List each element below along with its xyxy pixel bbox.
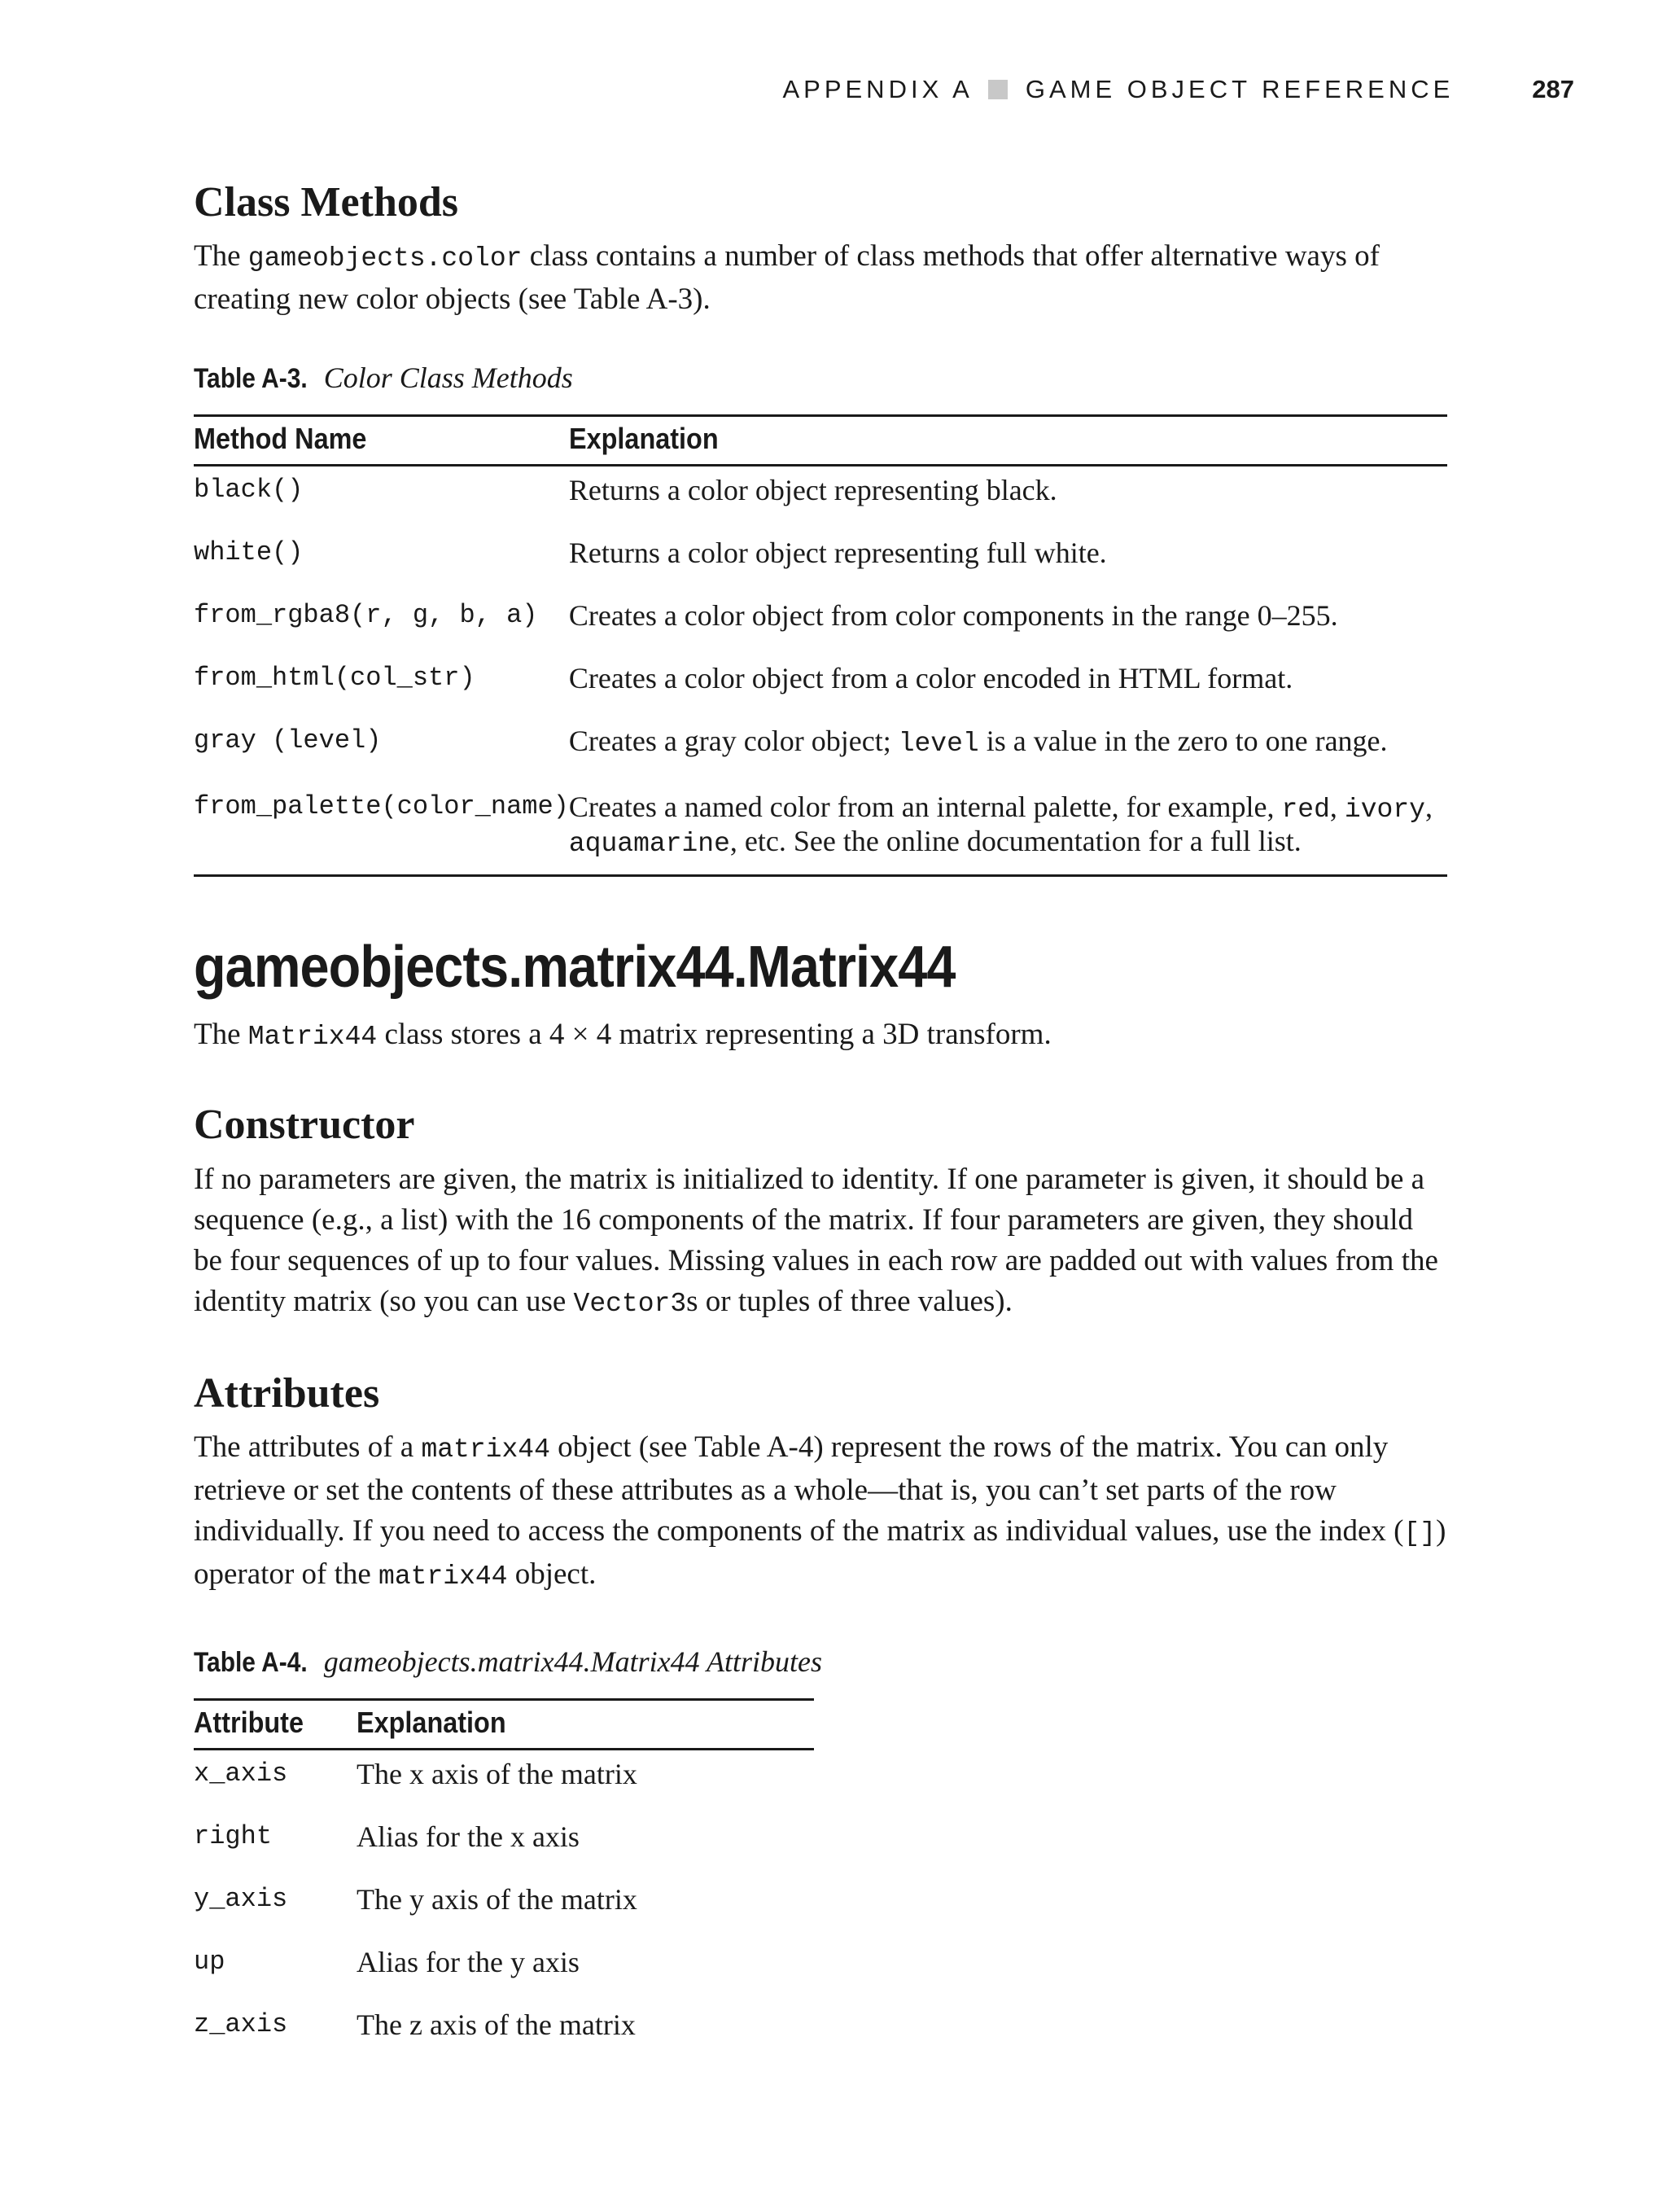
attribute-name: up <box>194 1946 225 1977</box>
intro-code: gameobjects.color <box>247 243 523 274</box>
inline-code: matrix44 <box>378 1561 508 1592</box>
table-row <box>194 2001 814 2064</box>
table-header-row <box>194 1699 814 1749</box>
running-head <box>782 75 1574 104</box>
column-header: Method Name <box>194 416 569 466</box>
table-row <box>194 1876 814 1938</box>
page-number: 287 <box>1532 75 1574 103</box>
table-a4-caption <box>194 1645 1447 1679</box>
attribute-name: y_axis <box>194 1883 288 1914</box>
intro-text-rest: class contains a number of class methods that offer alternative ways of creating new color objects (see Table A-3). <box>194 239 1380 317</box>
running-head-appendix: APPENDIX A <box>782 75 974 103</box>
column-header: Explanation <box>569 416 1447 466</box>
column-header: Explanation <box>357 1699 814 1749</box>
table-row <box>194 592 1447 655</box>
attribute-name: right <box>194 1820 273 1851</box>
color-class-methods-table <box>194 414 1447 877</box>
table-header-row <box>194 416 1447 466</box>
method-explanation: Returns a color object representing black. <box>568 474 1057 507</box>
method-name: black() <box>194 475 304 506</box>
matrix44-class-heading: gameobjects.matrix44.Matrix44 <box>194 935 956 1001</box>
attribute-explanation: The y axis of the matrix <box>357 1882 637 1916</box>
method-name: from_palette(color_name) <box>194 783 569 876</box>
constructor-paragraph: If no parameters are given, the matrix is initialized to identity. If one parameter is given, it should be a sequence (e.g., a list) with the 16 components of the matrix. If four parameters are given, they should be four sequences of up to four values. Missing values in each row are padded out with values from the identity matrix (so you can use Vector3s or tuples of three values). <box>194 1162 1438 1319</box>
table-a3-caption <box>194 361 1447 395</box>
table-row <box>194 783 1447 876</box>
inline-code: aquamarine <box>568 829 730 860</box>
inline-code: matrix44 <box>421 1434 550 1465</box>
attribute-explanation: Alias for the x axis <box>357 1820 580 1853</box>
method-name: white() <box>194 537 304 568</box>
method-explanation: Creates a named color from an internal palette, for example, red, ivory, aquamarine, etc. See the online documentation for a full list. <box>569 783 1447 876</box>
inline-code: ivory <box>1344 795 1425 826</box>
attribute-explanation: The x axis of the matrix <box>357 1757 637 1790</box>
table-title: Color Class Methods <box>323 361 573 395</box>
class-methods-heading: Class Methods <box>194 179 459 226</box>
table-row <box>194 1749 814 1813</box>
table-label: Table A-3. <box>194 363 308 395</box>
method-explanation: Creates a color object from a color encoded in HTML format. <box>568 662 1293 695</box>
attribute-name: x_axis <box>194 1758 288 1789</box>
matrix44-attributes-table <box>194 1698 814 2064</box>
attribute-explanation: Alias for the y axis <box>357 1945 580 1978</box>
inline-code: Vector3 <box>573 1288 687 1319</box>
table-row <box>194 717 1447 783</box>
inline-code: Matrix44 <box>247 1022 378 1053</box>
method-name: gray (level) <box>194 725 382 756</box>
inline-code: [] <box>1403 1518 1437 1548</box>
page-content <box>194 177 1447 2064</box>
method-name: from_html(col_str) <box>194 663 475 694</box>
table-row <box>194 655 1447 717</box>
attributes-heading: Attributes <box>194 1369 380 1417</box>
table-row <box>194 529 1447 592</box>
table-title: gameobjects.matrix44.Matrix44 Attributes <box>323 1645 822 1678</box>
class-methods-intro <box>194 236 1447 320</box>
separator-square-icon <box>988 80 1008 99</box>
table-row <box>194 1813 814 1876</box>
method-explanation: Creates a gray color object; level is a value in the zero to one range. <box>568 725 1388 760</box>
table-label: Table A-4. <box>194 1646 308 1678</box>
attribute-explanation: The z axis of the matrix <box>357 2008 636 2041</box>
inline-code: red <box>1281 795 1330 826</box>
table-row <box>194 1938 814 2001</box>
method-explanation: Returns a color object representing full white. <box>568 537 1107 570</box>
attribute-name: z_axis <box>194 2008 288 2039</box>
method-explanation: Creates a color object from color components in the range 0–255. <box>568 599 1338 633</box>
column-header: Attribute <box>194 1699 357 1749</box>
intro-text: The <box>194 239 248 274</box>
table-row <box>194 466 1447 530</box>
attributes-paragraph: The attributes of a matrix44 object (see Table A-4) represent the rows of the matrix. You can only retrieve or set the contents of these attributes as a whole—that is, you can’t set parts of the row individually. If you need to access the components of the matrix as individual values, use the index ([]) operator of the matrix44 object. <box>194 1430 1446 1592</box>
running-head-chapter: GAME OBJECT REFERENCE <box>1025 75 1455 103</box>
matrix44-intro: The Matrix44 class stores a 4 × 4 matrix representing a 3D transform. <box>194 1018 1052 1053</box>
constructor-heading: Constructor <box>194 1102 415 1149</box>
method-name: from_rgba8(r, g, b, a) <box>194 600 538 631</box>
inline-code: level <box>898 729 979 760</box>
